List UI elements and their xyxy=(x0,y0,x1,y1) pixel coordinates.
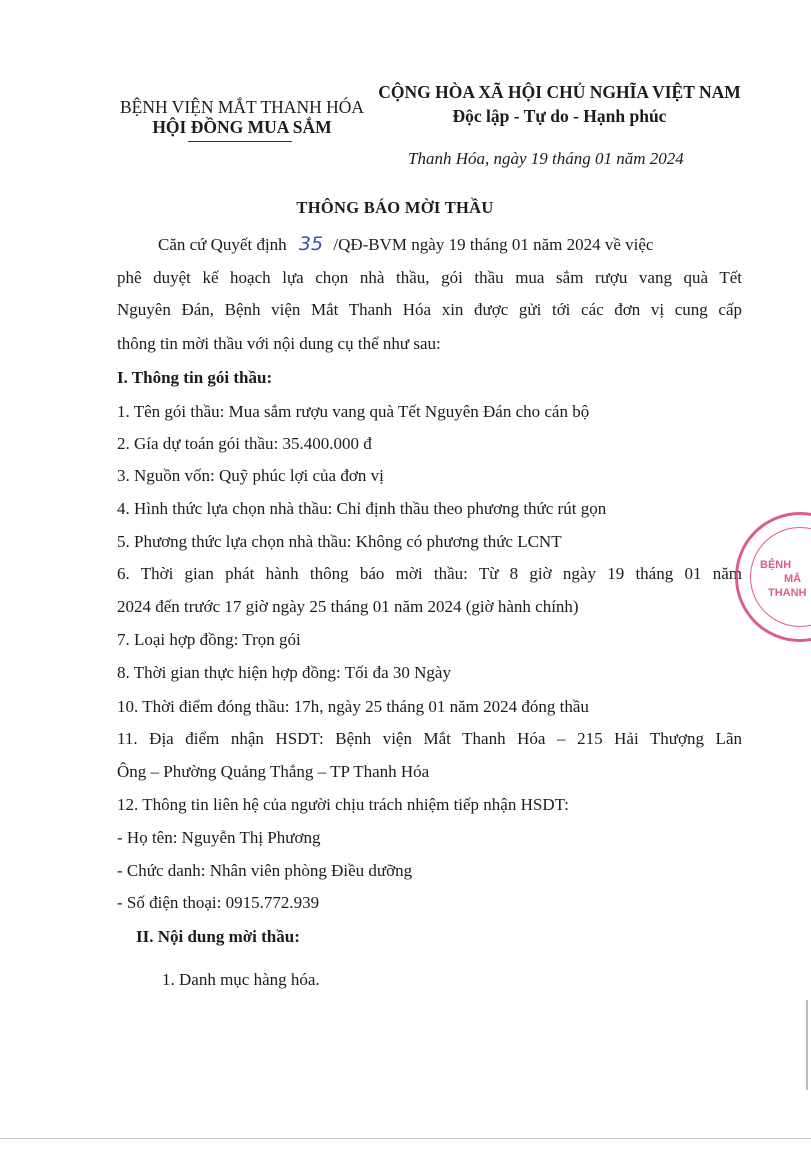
item-11-line-2: Ông – Phường Quảng Thắng – TP Thanh Hóa xyxy=(117,762,430,781)
item-11-line-1: 11. Địa điểm nhận HSDT: Bệnh viện Mắt Thanh Hóa – 215 Hải Thượng Lãn xyxy=(117,729,742,748)
seal-text-1: BỆNH xyxy=(760,559,792,571)
council-name: HỘI ĐỒNG MUA SẮM xyxy=(152,117,332,137)
national-motto: Độc lập - Tự do - Hạnh phúc xyxy=(452,106,667,126)
official-seal xyxy=(735,512,811,642)
scan-edge-mark xyxy=(806,1000,808,1090)
intro-line-3: Nguyên Đán, Bệnh viện Mắt Thanh Hóa xin được gửi tới các đơn vị cung cấp xyxy=(117,300,742,319)
document-title: THÔNG BÁO MỜI THẦU xyxy=(296,198,494,217)
republic-title: CỘNG HÒA XÃ HỘI CHỦ NGHĨA VIỆT NAM xyxy=(378,82,741,102)
place-date: Thanh Hóa, ngày 19 tháng 01 năm 2024 xyxy=(408,149,684,168)
item-6-line-1: 6. Thời gian phát hành thông báo mời thầu: Từ 8 giờ ngày 19 tháng 01 năm xyxy=(117,564,742,583)
organization-name: BỆNH VIỆN MẮT THANH HÓA xyxy=(119,97,365,117)
seal-inner-ring xyxy=(750,527,811,627)
item-2: 2. Gía dự toán gói thầu: 35.400.000 đ xyxy=(117,434,372,453)
contact-name: - Họ tên: Nguyễn Thị Phương xyxy=(117,828,321,847)
intro-line-2: phê duyệt kế hoạch lựa chọn nhà thầu, gói thầu mua sắm rượu vang quà Tết xyxy=(117,268,742,287)
item-6-line-2: 2024 đến trước 17 giờ ngày 25 tháng 01 năm 2024 (giờ hành chính) xyxy=(117,597,579,616)
scan-bottom-edge xyxy=(0,1138,811,1139)
item-10: 10. Thời điểm đóng thầu: 17h, ngày 25 tháng 01 năm 2024 đóng thầu xyxy=(117,697,589,716)
intro-prefix: Căn cứ Quyết định xyxy=(158,235,287,254)
seal-text-3: THANH xyxy=(768,587,807,599)
item-3: 3. Nguồn vốn: Quỹ phúc lợi của đơn vị xyxy=(117,466,384,485)
item-1: 1. Tên gói thầu: Mua sắm rượu vang quà Tết Nguyên Đán cho cán bộ xyxy=(117,402,590,421)
council-underline xyxy=(188,141,292,142)
item-5: 5. Phương thức lựa chọn nhà thầu: Không có phương thức LCNT xyxy=(117,532,562,551)
item-7: 7. Loại hợp đồng: Trọn gói xyxy=(117,630,301,649)
section2-item-1: 1. Danh mục hàng hóa. xyxy=(162,970,320,989)
contact-title: - Chức danh: Nhân viên phòng Điều dưỡng xyxy=(117,861,413,880)
intro-suffix: /QĐ-BVM ngày 19 tháng 01 năm 2024 về việc xyxy=(333,235,654,254)
intro-line-4: thông tin mời thầu với nội dung cụ thể như sau: xyxy=(117,334,441,353)
item-12: 12. Thông tin liên hệ của người chịu trách nhiệm tiếp nhận HSDT: xyxy=(117,795,569,814)
intro-line-1 xyxy=(158,234,653,255)
item-8: 8. Thời gian thực hiện hợp đồng: Tối đa 30 Ngày xyxy=(117,663,451,682)
section1-heading: I. Thông tin gói thầu: xyxy=(117,368,273,387)
seal-text-2: MẮ xyxy=(784,573,802,585)
section2-heading: II. Nội dung mời thầu: xyxy=(136,927,300,946)
contact-phone: - Số điện thoại: 0915.772.939 xyxy=(117,893,320,912)
item-4: 4. Hình thức lựa chọn nhà thầu: Chỉ định thầu theo phương thức rút gọn xyxy=(117,499,607,518)
decision-number: 35 xyxy=(298,233,324,255)
